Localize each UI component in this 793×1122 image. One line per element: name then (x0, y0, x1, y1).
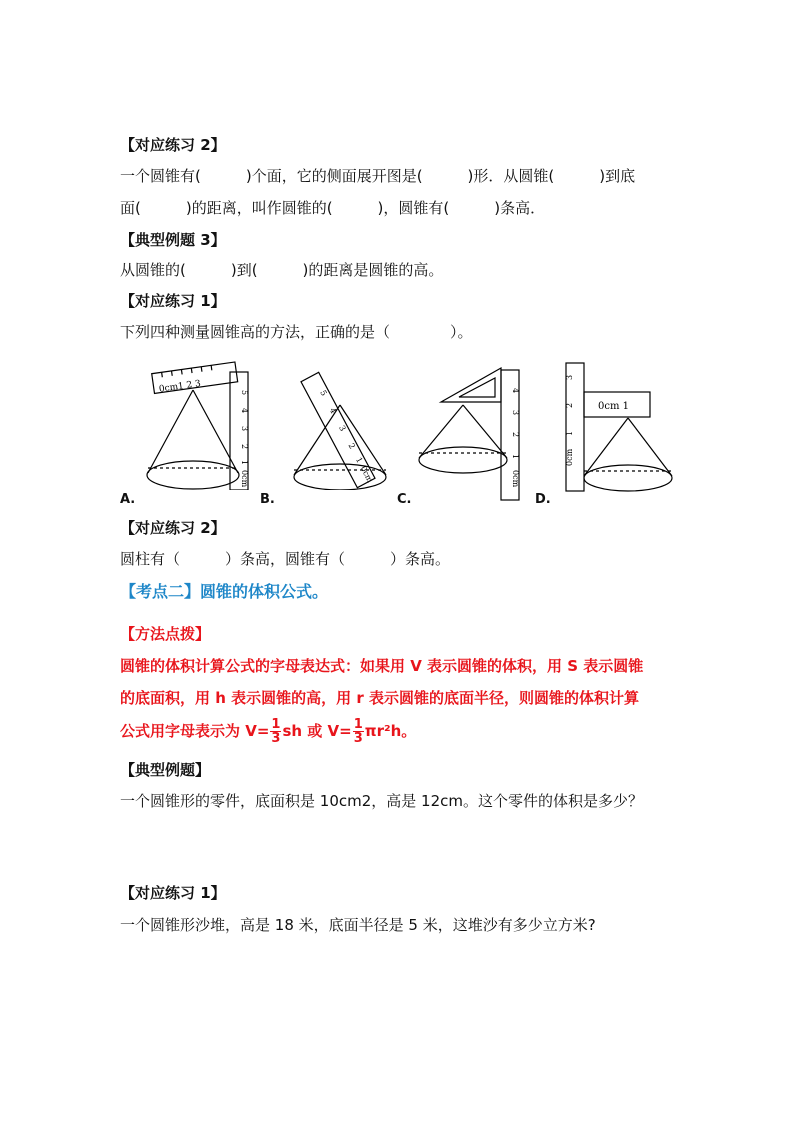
option-d-label: D. (535, 492, 551, 507)
question-1-line-2: 面( )的距离，叫作圆锥的( )，圆锥有( )条高． (120, 199, 546, 217)
question-2: 从圆锥的( )到( )的距离是圆锥的高。 (120, 261, 444, 279)
cone-measurement-figures (118, 360, 678, 510)
heading-practice-2b: 【对应练习 2】 (120, 519, 226, 537)
heading-example-3: 【典型例题 3】 (120, 231, 226, 249)
question-3: 下列四种测量圆锥高的方法，正确的是（ ）。 (120, 323, 473, 341)
ruler-b-tick: 2 (346, 441, 357, 451)
figure-a (138, 360, 278, 490)
ruler-d-tick: 0cm (565, 448, 574, 466)
ruler-d-tick: 1 (565, 430, 574, 436)
option-a-label: A. (120, 492, 136, 507)
method-tip-line-1: 圆锥的体积计算公式的字母表达式：如果用 V 表示圆锥的体积，用 S 表示圆锥 (120, 657, 644, 675)
fraction-one-third (270, 718, 281, 745)
ruler-c-tick: 1 (511, 454, 520, 460)
ruler-a-top-label: 0cm1 2 3 (158, 378, 202, 395)
ruler-a-tick: 5 (240, 390, 249, 396)
method-tip-line-3 (120, 716, 700, 746)
ruler-a-tick: 1 (240, 460, 249, 466)
ruler-b-tick: 4 (327, 406, 339, 416)
heading-example: 【典型例题】 (120, 761, 211, 779)
ruler-b-tick: 0cm (358, 464, 375, 484)
question-6: 一个圆锥形沙堆，高是 18 米，底面半径是 5 米，这堆沙有多少立方米? (120, 916, 596, 934)
ruler-a-tick: 3 (240, 426, 249, 432)
ruler-c-tick: 4 (511, 388, 520, 394)
formula-suffix: πr²h。 (364, 722, 417, 740)
heading-practice-2: 【对应练习 2】 (120, 136, 226, 154)
method-tip-line-2: 的底面积，用 h 表示圆锥的高，用 r 表示圆锥的底面半径，则圆锥的体积计算 (120, 689, 639, 707)
fraction-numerator: 1 (271, 717, 281, 732)
ruler-d-tick: 2 (565, 402, 574, 408)
ruler-b-tick: 3 (337, 424, 348, 433)
formula-prefix: 公式用字母表示为 V= (120, 722, 270, 740)
ruler-b-tick: 5 (318, 388, 329, 398)
question-5: 一个圆锥形的零件，底面积是 10cm2，高是 12cm。这个零件的体积是多少？ (120, 792, 643, 810)
ruler-c-tick: 0cm (511, 470, 520, 488)
formula-middle: sh 或 V= (282, 722, 352, 740)
ruler-d-tick: 3 (565, 374, 574, 380)
fraction-one-third-2 (353, 718, 364, 745)
heading-practice-1b: 【对应练习 1】 (120, 884, 226, 902)
ruler-c-tick: 2 (511, 432, 520, 438)
fraction-denominator-2: 3 (353, 731, 363, 746)
fraction-denominator: 3 (271, 731, 281, 746)
ruler-a-tick: 0cm (240, 470, 249, 488)
ruler-d-box-label: 0cm 1 (598, 401, 629, 412)
fraction-numerator-2: 1 (353, 717, 363, 732)
question-1-line-1: 一个圆锥有( )个面，它的侧面展开图是( )形．从圆锥( )到底 (120, 167, 636, 185)
ruler-a-tick: 4 (240, 408, 249, 414)
section-heading-kaodian: 【考点二】圆锥的体积公式。 (120, 582, 329, 601)
ruler-c-tick: 3 (511, 410, 520, 416)
method-tip-heading: 【方法点拨】 (120, 625, 211, 643)
figure-d (558, 360, 688, 495)
figure-c (413, 360, 533, 510)
ruler-b-tick: 1 (353, 455, 365, 465)
heading-practice-1: 【对应练习 1】 (120, 292, 226, 310)
option-b-label: B. (260, 492, 275, 507)
ruler-a-tick: 2 (240, 444, 249, 450)
figure-b (278, 360, 408, 490)
option-c-label: C. (397, 492, 412, 507)
question-4: 圆柱有（ ）条高，圆锥有（ ）条高。 (120, 550, 451, 568)
